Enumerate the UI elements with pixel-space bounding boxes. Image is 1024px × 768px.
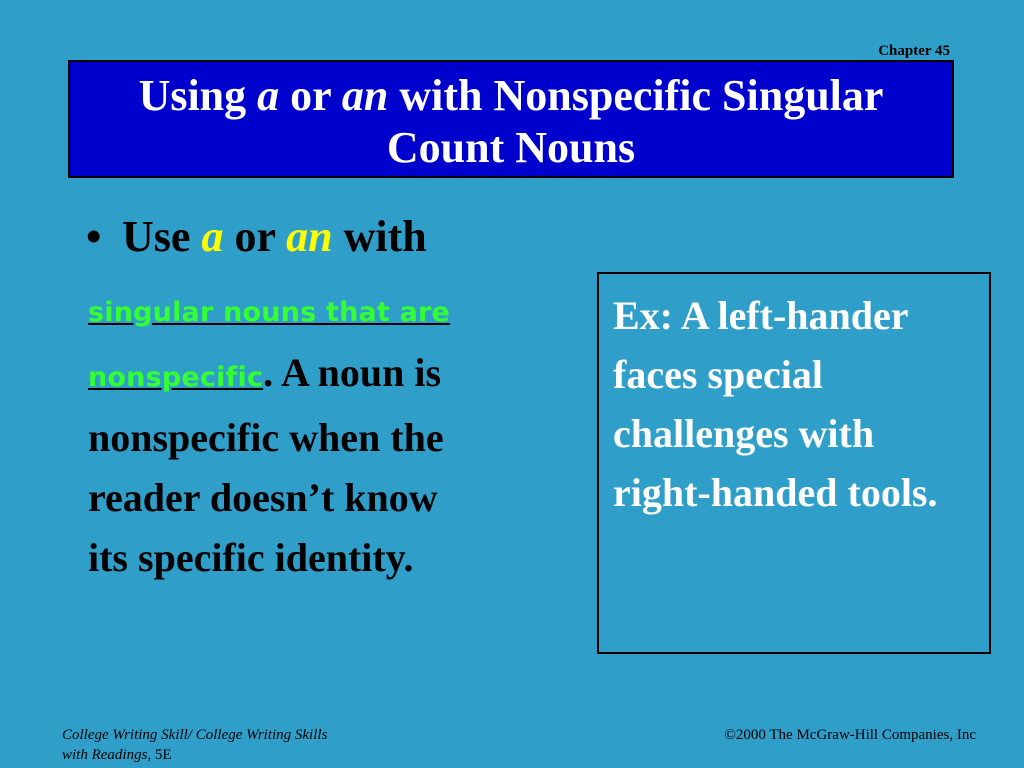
bullet-with: with	[332, 212, 427, 261]
bullet-a: a	[201, 212, 224, 261]
body-line-1	[88, 278, 568, 343]
bullet-an: an	[286, 212, 333, 261]
title-an: an	[341, 71, 389, 120]
chapter-label: Chapter 45	[878, 43, 950, 59]
body-text	[88, 278, 568, 588]
highlight-nonspecific: nonspecific	[88, 362, 264, 393]
body-line-3: nonspecific when the	[88, 415, 444, 460]
title-line-2: Count Nouns	[386, 123, 636, 172]
footer-copyright: ©2000 The McGraw-Hill Companies, Inc	[724, 727, 976, 743]
highlight-singular-nouns: singular nouns that are	[88, 297, 451, 328]
example-box	[597, 272, 991, 654]
title-rest: with Nonspecific Singular	[388, 71, 884, 120]
footer-edition: , 5E	[147, 747, 172, 763]
footer-book-line-2	[62, 745, 442, 765]
footer-book-line-1: College Writing Skill/ College Writing Skills	[62, 727, 328, 743]
bullet-or: or	[223, 212, 287, 261]
bullet-line	[86, 210, 427, 264]
title-or: or	[279, 71, 342, 120]
example-text: Ex: A left-hander faces special challenges with right-handed tools.	[613, 293, 938, 515]
bullet-dot: •	[86, 212, 102, 261]
body-line-2	[88, 343, 568, 408]
body-line-4: reader doesn’t know	[88, 475, 438, 520]
title-a: a	[257, 71, 280, 120]
slide-title	[68, 60, 954, 178]
title-using: Using	[138, 71, 258, 120]
bullet-use: Use	[122, 212, 202, 261]
footer-book-title	[62, 725, 442, 765]
body-rest-1: . A noun is	[263, 350, 442, 395]
title-line-1	[70, 70, 952, 122]
footer-book-readings: with Readings	[62, 747, 148, 763]
body-line-5: its specific identity.	[88, 535, 414, 580]
